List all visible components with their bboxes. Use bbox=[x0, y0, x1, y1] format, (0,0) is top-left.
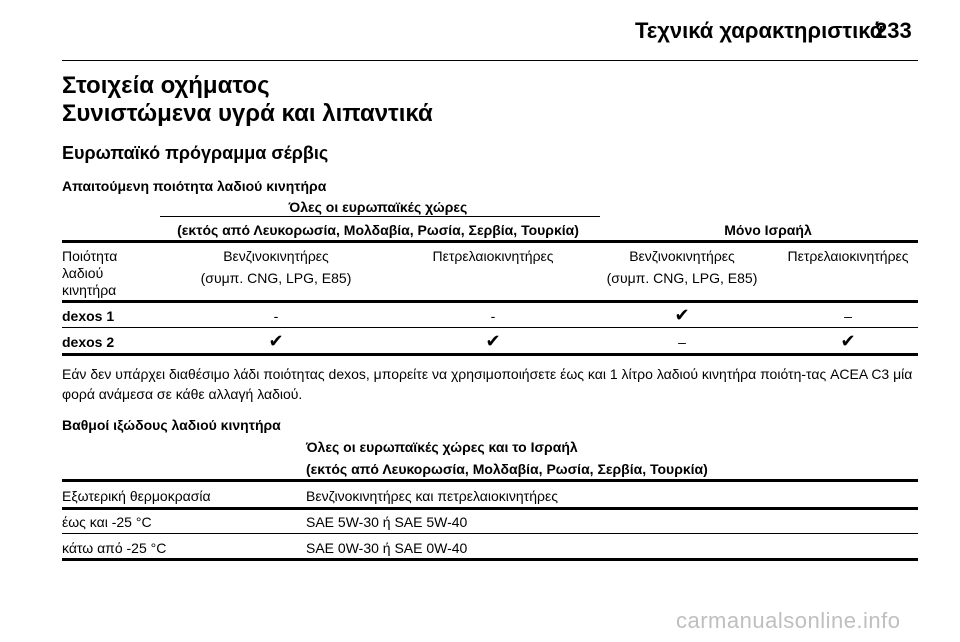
viscosity-header-rule bbox=[62, 507, 918, 510]
row-label-dexos1: dexos 1 bbox=[62, 308, 115, 324]
subsection-title: Συνιστώμενα υγρά και λιπαντικά bbox=[62, 100, 433, 127]
row-divider bbox=[62, 327, 918, 328]
row-label-line3: κινητήρα bbox=[62, 282, 117, 298]
watermark: carmanualsonline.info bbox=[676, 608, 901, 633]
table-top-rule bbox=[62, 240, 918, 243]
temp-value: κάτω από -25 °C bbox=[62, 540, 167, 556]
checkmark-icon: ✔ bbox=[840, 331, 856, 351]
group-europe-line2: (εκτός από Λευκορωσία, Μολδαβία, Ρωσία, Σερβία, Τουρκία) bbox=[177, 222, 579, 238]
grade-value: SAE 5W-30 ή SAE 5W-40 bbox=[306, 514, 468, 530]
row-label-line2: λαδιού bbox=[62, 265, 104, 281]
cell-value: – bbox=[678, 334, 686, 350]
header-divider bbox=[62, 60, 918, 61]
header-bottom-rule bbox=[62, 300, 918, 303]
section-title: Στοιχεία οχήματος bbox=[62, 72, 270, 99]
running-header-title: Τεχνικά χαρακτηριστικά bbox=[635, 18, 884, 43]
col-outside-temperature: Εξωτερική θερμοκρασία bbox=[62, 488, 211, 504]
oil-quality-heading: Απαιτούμενη ποιότητα λαδιού κινητήρα bbox=[62, 178, 327, 194]
group-europe-underline bbox=[160, 216, 600, 217]
viscosity-heading: Βαθμοί ιξώδους λαδιού κινητήρα bbox=[62, 417, 281, 433]
col-petrol-eu-note: (συμπ. CNG, LPG, E85) bbox=[200, 270, 352, 286]
viscosity-bottom-rule bbox=[62, 558, 918, 561]
row-label-dexos2: dexos 2 bbox=[62, 334, 115, 350]
col-petrol-eu: Βενζινοκινητήρες bbox=[223, 248, 329, 264]
group-israel: Μόνο Ισραήλ bbox=[724, 222, 812, 238]
program-title: Ευρωπαϊκό πρόγραμμα σέρβις bbox=[62, 143, 329, 163]
temp-value: έως και -25 °C bbox=[62, 514, 152, 530]
grade-value: SAE 0W-30 ή SAE 0W-40 bbox=[306, 540, 468, 556]
col-petrol-il: Βενζινοκινητήρες bbox=[629, 248, 735, 264]
row-label-line1: Ποιότητα bbox=[62, 248, 118, 264]
cell-value: – bbox=[844, 308, 852, 324]
viscosity-group-line1: Όλες οι ευρωπαϊκές χώρες και το Ισραήλ bbox=[306, 439, 578, 455]
checkmark-icon: ✔ bbox=[485, 331, 501, 351]
checkmark-icon: ✔ bbox=[268, 331, 284, 351]
cell-value: - bbox=[273, 308, 279, 324]
checkmark-icon: ✔ bbox=[674, 305, 690, 325]
group-europe-line1: Όλες οι ευρωπαϊκές χώρες bbox=[288, 199, 468, 215]
page-number: 233 bbox=[875, 18, 912, 43]
col-engines: Βενζινοκινητήρες και πετρελαιοκινητήρες bbox=[306, 488, 558, 504]
col-diesel-il: Πετρελαιοκινητήρες bbox=[787, 248, 909, 264]
oil-note-paragraph: Εάν δεν υπάρχει διαθέσιμο λάδι ποιότητας dexos, μπορείτε να χρησιμοποιήσετε έως και 1 λίτρο λαδιού κινητήρα ποιότη-τας ACEA C3 μία φορά ανάμεσα σε κάθε αλλαγή λαδιού. bbox=[62, 366, 913, 402]
viscosity-top-rule bbox=[62, 479, 918, 482]
table-bottom-rule bbox=[62, 353, 918, 356]
cell-value: - bbox=[490, 308, 496, 324]
col-diesel-eu: Πετρελαιοκινητήρες bbox=[432, 248, 554, 264]
col-petrol-il-note: (συμπ. CNG, LPG, E85) bbox=[606, 270, 758, 286]
viscosity-group-line2: (εκτός από Λευκορωσία, Μολδαβία, Ρωσία, Σερβία, Τουρκία) bbox=[306, 461, 708, 477]
row-divider bbox=[62, 533, 918, 534]
